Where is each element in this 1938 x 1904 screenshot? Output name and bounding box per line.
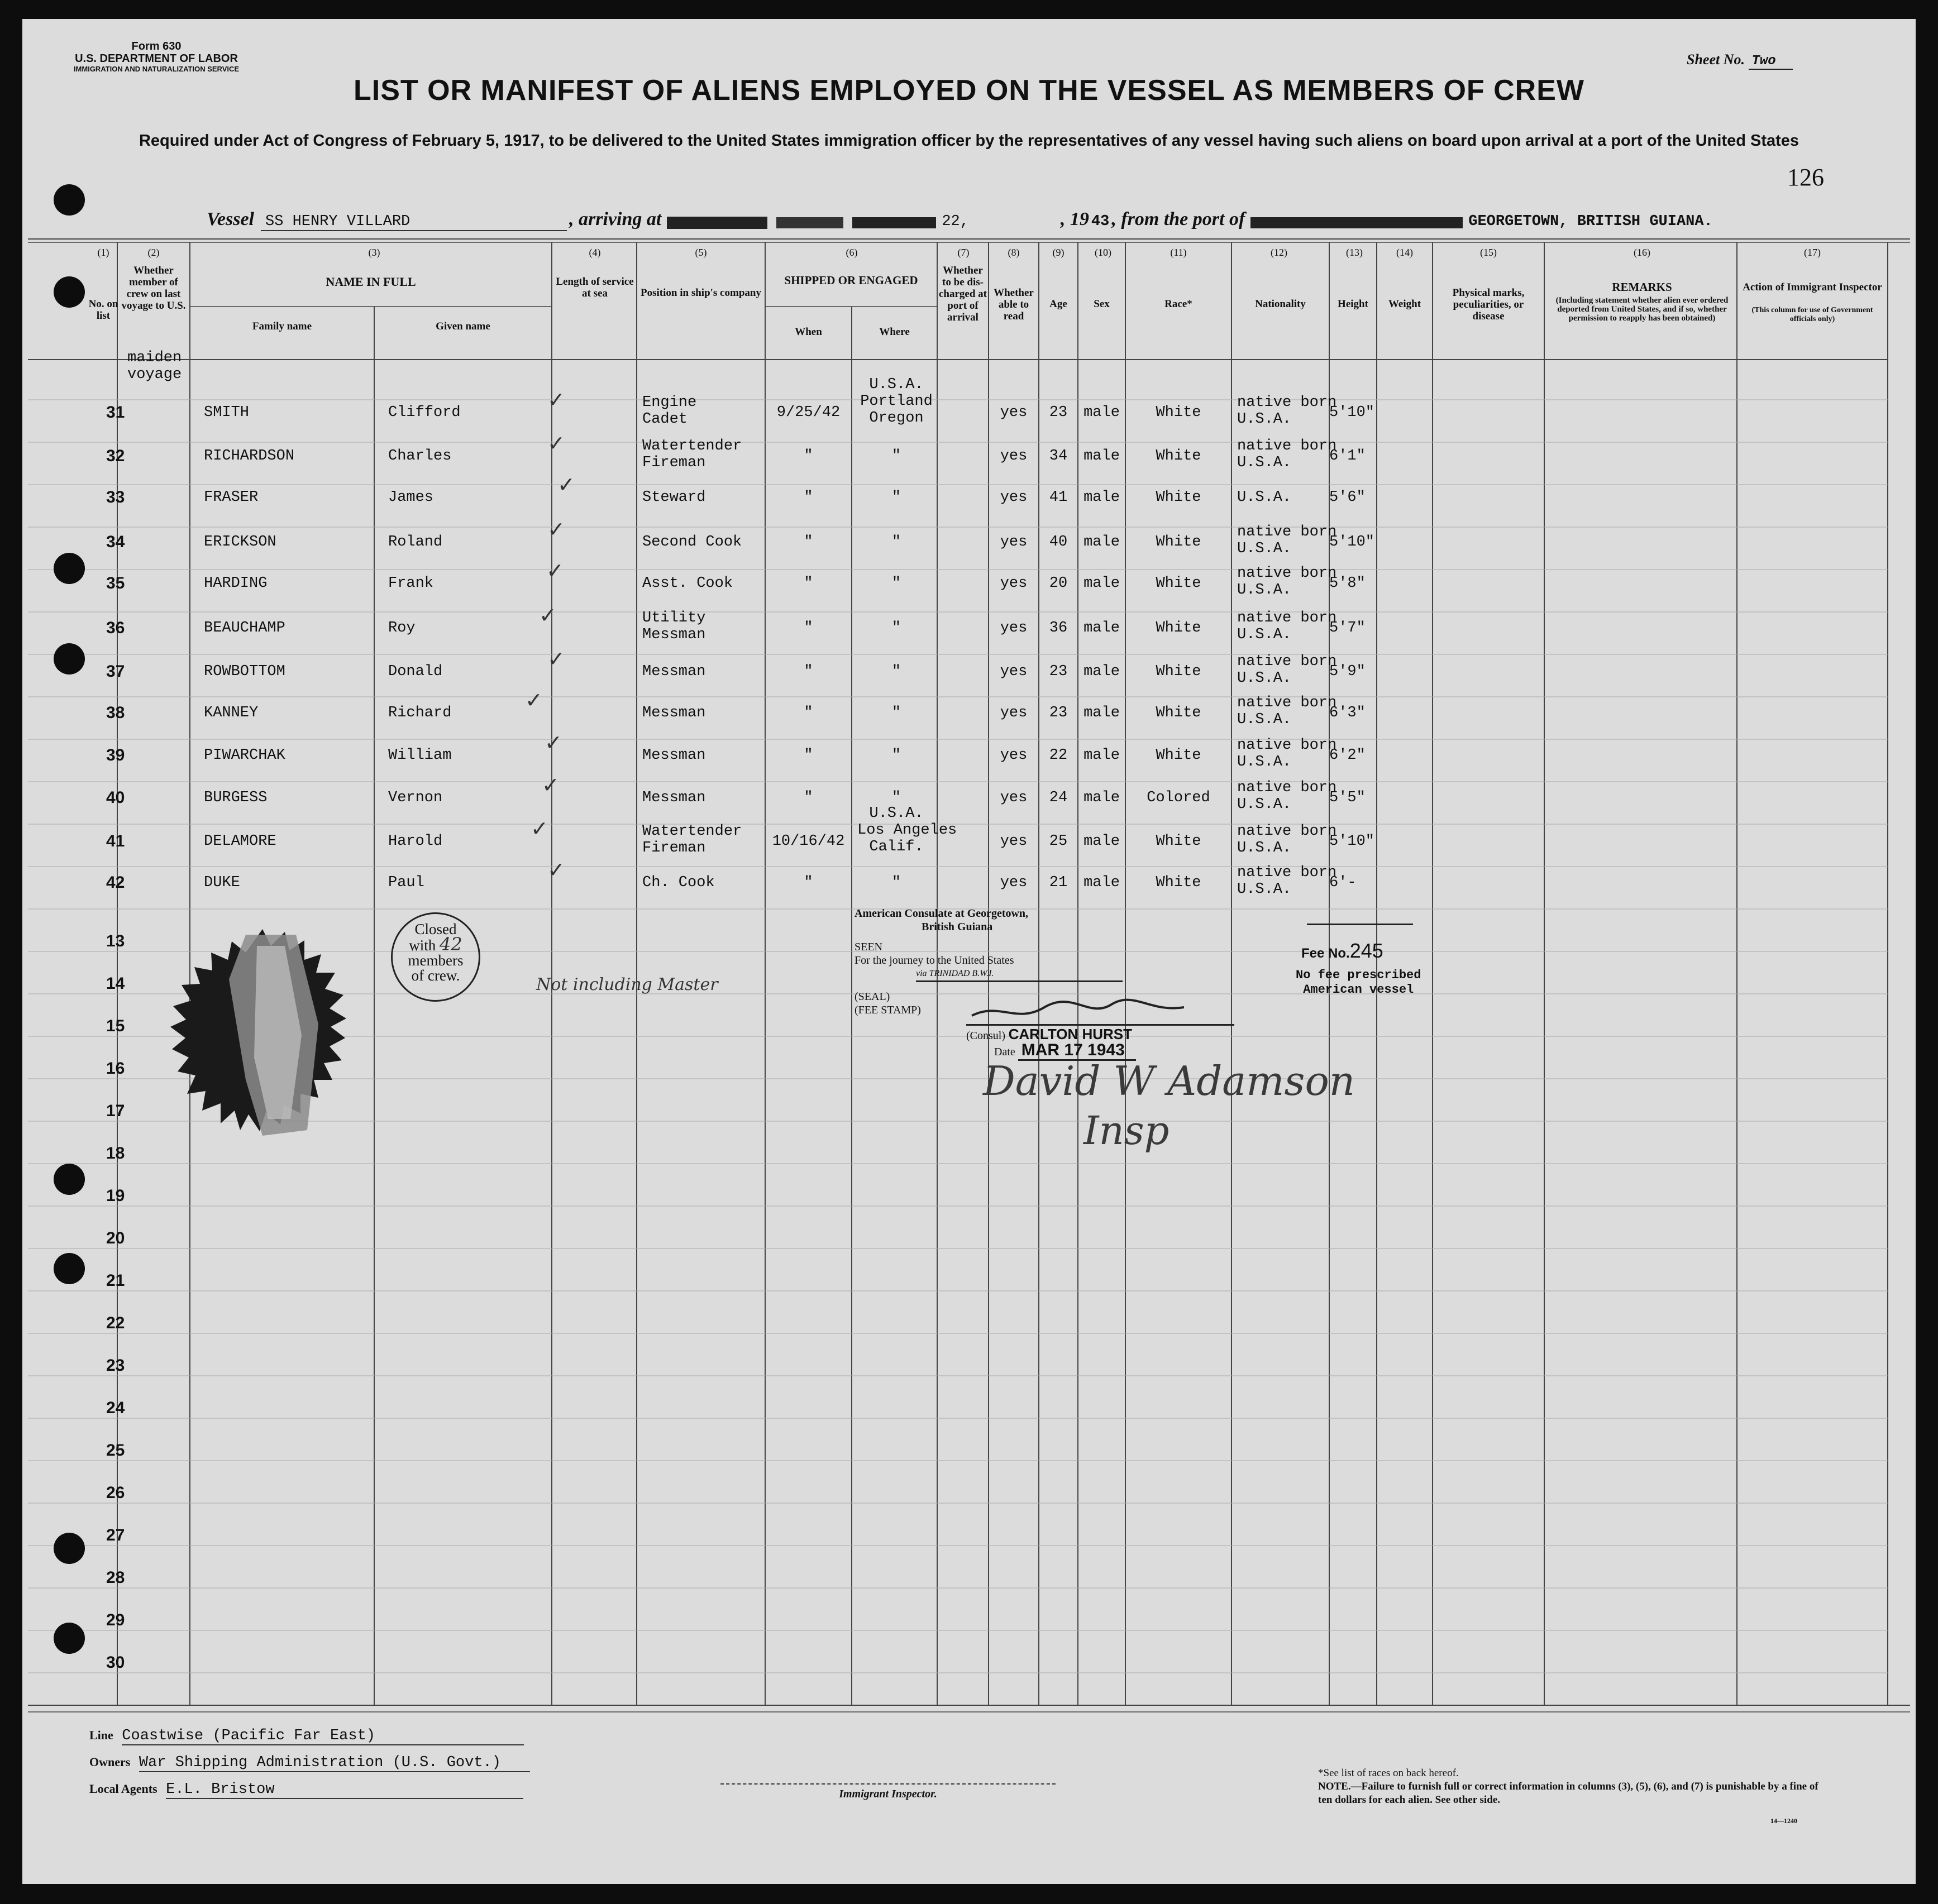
col-number: (3)	[368, 247, 380, 258]
height: 6'-	[1329, 874, 1357, 891]
col-number: (12)	[1271, 247, 1287, 258]
checkmark-icon: ✓	[542, 773, 560, 797]
col-header-family: Family name	[252, 320, 312, 332]
punch-hole	[54, 1623, 85, 1654]
shipped-where: "	[891, 790, 901, 806]
nationality: native born U.S.A.	[1237, 737, 1337, 771]
age: 25	[1049, 833, 1068, 850]
punch-hole	[54, 1164, 85, 1195]
page-number: 126	[1787, 164, 1824, 191]
closed-stamp-line4: of crew.	[411, 967, 460, 984]
row-number: 26	[106, 1484, 125, 1502]
family-name: KANNEY	[204, 705, 259, 721]
year-label: , 19	[1060, 209, 1089, 229]
family-name: DUKE	[204, 874, 240, 891]
age: 40	[1049, 534, 1068, 551]
nationality: native born U.S.A.	[1237, 438, 1337, 471]
given-name: Clifford	[388, 404, 461, 421]
shipped-when: 10/16/42	[772, 833, 845, 850]
row-number: 33	[106, 488, 125, 506]
row-number: 21	[106, 1271, 125, 1290]
consulate-via: via TRINIDAD B.W.I.	[916, 967, 1123, 982]
row-number: 38	[106, 704, 125, 722]
col-number: (8)	[1008, 247, 1020, 258]
races-note: *See list of races on back hereof.	[1318, 1767, 1459, 1779]
line-label: Line	[89, 1728, 113, 1742]
from-port-value: GEORGETOWN, BRITISH GUIANA.	[1468, 213, 1713, 230]
consul-label: (Consul)	[966, 1030, 1005, 1042]
col-number: (1)	[97, 247, 109, 258]
row-number: 40	[106, 788, 125, 807]
shipped-where: "	[891, 747, 901, 764]
shipped-when: "	[804, 489, 813, 506]
row-number: 18	[106, 1144, 125, 1163]
row-number: 42	[106, 873, 125, 892]
punch-hole	[54, 276, 85, 308]
line-value: Coastwise (Pacific Far East)	[122, 1728, 524, 1745]
position: Messman	[642, 705, 706, 721]
able-to-read: yes	[1000, 747, 1028, 764]
sex: male	[1083, 575, 1120, 592]
col-number: (15)	[1480, 247, 1497, 258]
family-name: SMITH	[204, 404, 250, 421]
sex: male	[1083, 448, 1120, 465]
punch-hole	[54, 1533, 85, 1564]
shipped-where: "	[891, 489, 901, 506]
sex: male	[1083, 620, 1120, 637]
consulate-place: British Guiana	[922, 921, 993, 933]
position: Utility Messman	[642, 610, 706, 643]
race: White	[1156, 448, 1201, 465]
able-to-read: yes	[1000, 534, 1028, 551]
sex: male	[1083, 790, 1120, 806]
from-port-label: , from the port of	[1111, 209, 1245, 229]
manifest-sheet	[22, 19, 1916, 1884]
col-header-weight: Weight	[1388, 298, 1421, 310]
row-number: 16	[106, 1059, 125, 1078]
height: 5'5"	[1329, 790, 1366, 806]
shipped-when: "	[804, 790, 813, 806]
fee-rule	[1307, 924, 1413, 925]
row-number: 19	[106, 1187, 125, 1205]
family-name: BURGESS	[204, 790, 268, 806]
consulate-seal: (SEAL)	[855, 991, 890, 1003]
sheet-label: Sheet No.	[1687, 51, 1745, 68]
row-number: 34	[106, 533, 125, 551]
sex: male	[1083, 663, 1120, 680]
row-number: 20	[106, 1229, 125, 1247]
checkmark-icon: ✓	[545, 730, 562, 755]
row-number: 27	[106, 1526, 125, 1544]
race: White	[1156, 705, 1201, 721]
able-to-read: yes	[1000, 575, 1028, 592]
consul-line	[966, 1024, 1234, 1043]
given-name: Richard	[388, 705, 452, 721]
row-number: 24	[106, 1399, 125, 1417]
arriving-label: , arriving at	[569, 209, 662, 229]
consulate-fee-stamp: (FEE STAMP)	[855, 1004, 921, 1016]
able-to-read: yes	[1000, 448, 1028, 465]
height: 5'9"	[1329, 663, 1366, 680]
shipped-where: U.S.A. Portland Oregon	[860, 376, 933, 427]
family-name: ROWBOTTOM	[204, 663, 285, 680]
col-header-remarks-note: (Including statement whether alien ever ordered deported from United States, and if so, whether permission to reapply has been obtained)	[1555, 296, 1729, 323]
height: 5'7"	[1329, 620, 1366, 637]
fee-note-line2: American vessel	[1303, 983, 1414, 997]
closed-stamp-line3: members	[408, 952, 464, 969]
col-header-no: No. on list	[88, 298, 118, 322]
sex: male	[1083, 874, 1120, 891]
col-number: (10)	[1095, 247, 1111, 258]
col-header-where: Where	[879, 326, 910, 338]
able-to-read: yes	[1000, 404, 1028, 421]
col-header-action: Action of Immigrant Inspector	[1743, 281, 1882, 293]
checkmark-icon: ✓	[547, 858, 565, 882]
closed-stamp-line1: Closed	[414, 921, 457, 937]
shipped-when: "	[804, 448, 813, 465]
agents-label: Local Agents	[89, 1782, 157, 1796]
race: White	[1156, 620, 1201, 637]
checkmark-icon: ✓	[557, 472, 575, 497]
position: Second Cook	[642, 534, 742, 551]
footer-notes	[1318, 1767, 1821, 1807]
col-header-height: Height	[1338, 298, 1368, 310]
owners-field	[89, 1754, 592, 1781]
penalty-note: NOTE.—Failure to furnish full or correct information in columns (3), (5), (6), and (7) is punishable by a fine of ten dollars for each alien. See other side.	[1318, 1781, 1818, 1806]
sheet-value: Two	[1749, 54, 1793, 70]
age: 23	[1049, 404, 1068, 421]
checkmark-icon: ✓	[531, 816, 548, 841]
sex: male	[1083, 833, 1120, 850]
col-header-race: Race*	[1164, 298, 1192, 310]
inspector-signature: David W Adamson	[983, 1058, 1355, 1104]
given-name: Paul	[388, 874, 424, 891]
col-number: (14)	[1396, 247, 1413, 258]
shipped-where: "	[891, 575, 901, 592]
height: 5'10"	[1329, 404, 1375, 421]
position: Messman	[642, 747, 706, 764]
position: Watertender Fireman	[642, 823, 742, 857]
col-number: (5)	[695, 247, 707, 258]
department: U.S. DEPARTMENT OF LABOR	[75, 52, 238, 65]
year-value: 43	[1091, 213, 1110, 230]
given-name: Roland	[388, 534, 443, 551]
col-header-position: Position in ship's company	[641, 287, 761, 299]
shipped-when: "	[804, 705, 813, 721]
able-to-read: yes	[1000, 620, 1028, 637]
shipped-where: U.S.A. Los Angeles Calif.	[857, 805, 957, 855]
height: 6'3"	[1329, 705, 1366, 721]
fee-label: Fee No.	[1301, 946, 1350, 961]
family-name: BEAUCHAMP	[204, 620, 285, 637]
height: 5'10"	[1329, 534, 1375, 551]
sex: male	[1083, 404, 1120, 421]
col-header-remarks: REMARKS	[1612, 280, 1672, 294]
not-including-note: Not including Master	[536, 975, 718, 994]
family-name: DELAMORE	[204, 833, 276, 850]
service: IMMIGRATION AND NATURALIZATION SERVICE	[73, 65, 240, 73]
position: Asst. Cook	[642, 575, 733, 592]
col-header-shipped: SHIPPED OR ENGAGED	[784, 274, 918, 287]
row-number: 13	[106, 932, 125, 950]
height: 6'1"	[1329, 448, 1366, 465]
shipped-where: "	[891, 534, 901, 551]
col-header-sex: Sex	[1094, 298, 1110, 310]
race: White	[1156, 534, 1201, 551]
col-number: (13)	[1346, 247, 1363, 258]
age: 24	[1049, 790, 1068, 806]
vessel-label: Vessel	[207, 209, 254, 229]
shipped-where: "	[891, 620, 901, 637]
punch-hole	[54, 553, 85, 584]
able-to-read: yes	[1000, 874, 1028, 891]
closed-stamp-line2: with	[409, 937, 436, 954]
shipped-where: "	[891, 448, 901, 465]
closed-stamp-count: 42	[440, 934, 462, 955]
sex: male	[1083, 534, 1120, 551]
vessel-value: SS HENRY VILLARD	[261, 213, 567, 231]
nationality: native born U.S.A.	[1237, 695, 1337, 728]
row-number: 30	[106, 1653, 125, 1672]
line-field	[89, 1728, 592, 1754]
col-header-length: Length of service at sea	[556, 276, 634, 299]
age: 34	[1049, 448, 1068, 465]
col-header-given: Given name	[436, 320, 490, 332]
shipped-when: "	[804, 534, 813, 551]
checkmark-icon: ✓	[547, 431, 565, 456]
col-header-nationality: Nationality	[1255, 298, 1306, 310]
nationality: native born U.S.A.	[1237, 565, 1337, 599]
col-header-when: When	[795, 326, 822, 338]
row-number: 22	[106, 1314, 125, 1332]
row-number: 28	[106, 1568, 125, 1587]
row-number: 41	[106, 832, 125, 850]
row-number: 23	[106, 1356, 125, 1375]
checkmark-icon: ✓	[547, 517, 565, 542]
row-number: 39	[106, 746, 125, 764]
family-name: ERICKSON	[204, 534, 276, 551]
punch-hole	[54, 1253, 85, 1284]
race: White	[1156, 404, 1201, 421]
date-value: MAR 17 1943	[1018, 1041, 1136, 1061]
age: 36	[1049, 620, 1068, 637]
col-header-age: Age	[1049, 298, 1067, 310]
given-name: Donald	[388, 663, 443, 680]
shipped-when: "	[804, 620, 813, 637]
row-number: 37	[106, 662, 125, 681]
able-to-read: yes	[1000, 489, 1028, 506]
agents-field	[89, 1781, 592, 1808]
col-number: (2)	[147, 247, 160, 258]
checkmark-icon: ✓	[547, 388, 565, 412]
checkmark-icon: ✓	[546, 558, 564, 583]
date-label: Date	[994, 1046, 1015, 1058]
col-header-last-voyage: Whether member of crew on last voyage to U.S.	[121, 265, 186, 312]
inspector-title: Insp	[1083, 1108, 1170, 1154]
col-number: (16)	[1634, 247, 1650, 258]
checkmark-icon: ✓	[525, 688, 543, 712]
row-number: 25	[106, 1441, 125, 1460]
fee-note	[1296, 968, 1421, 997]
nationality: native born U.S.A.	[1237, 610, 1337, 643]
row-number: 32	[106, 447, 125, 465]
checkmark-icon: ✓	[547, 647, 565, 671]
form-code: 14—1240	[1770, 1817, 1797, 1825]
race: White	[1156, 489, 1201, 506]
family-name: PIWARCHAK	[204, 747, 285, 764]
height: 5'6"	[1329, 489, 1366, 506]
closed-stamp	[391, 912, 480, 1002]
consul-date	[994, 1041, 1136, 1060]
able-to-read: yes	[1000, 663, 1028, 680]
checkmark-icon: ✓	[539, 603, 557, 628]
col-header-discharged: Whether to be dis-charged at port of arrival	[938, 265, 987, 323]
position: Ch. Cook	[642, 874, 715, 891]
consulate-name: American Consulate at Georgetown,	[855, 907, 1029, 920]
able-to-read: yes	[1000, 790, 1028, 806]
punch-hole	[54, 184, 85, 216]
position: Messman	[642, 790, 706, 806]
col-number: (7)	[957, 247, 970, 258]
owners-value: War Shipping Administration (U.S. Govt.)	[139, 1754, 530, 1772]
family-name: FRASER	[204, 489, 259, 506]
consulate-journey: For the journey to the United States	[855, 954, 1014, 967]
given-name: William	[388, 747, 452, 764]
owners-label: Owners	[89, 1755, 131, 1769]
given-name: Vernon	[388, 790, 443, 806]
nationality: native born U.S.A.	[1237, 653, 1337, 687]
row-number: 29	[106, 1611, 125, 1629]
given-name: Charles	[388, 448, 452, 465]
given-name: James	[388, 489, 434, 506]
race: Colored	[1147, 790, 1210, 806]
shipped-when: "	[804, 575, 813, 592]
fee-value: 245	[1349, 939, 1383, 962]
row-number: 14	[106, 974, 125, 993]
height: 5'8"	[1329, 575, 1366, 592]
footer-fields	[89, 1728, 592, 1808]
able-to-read: yes	[1000, 705, 1028, 721]
position: Engine Cadet	[642, 394, 697, 428]
position: Messman	[642, 663, 706, 680]
col-number: (4)	[589, 247, 601, 258]
row-number: 31	[106, 403, 125, 422]
height: 6'2"	[1329, 747, 1366, 764]
col-number: (17)	[1804, 247, 1821, 258]
family-name: HARDING	[204, 575, 268, 592]
age: 41	[1049, 489, 1068, 506]
fee-number	[1301, 939, 1383, 963]
nationality: native born U.S.A.	[1237, 779, 1337, 813]
position: Watertender Fireman	[642, 438, 742, 471]
age: 23	[1049, 705, 1068, 721]
able-to-read: yes	[1000, 833, 1028, 850]
race: White	[1156, 747, 1201, 764]
notary-seal	[134, 912, 391, 1169]
col-header-name: NAME IN FULL	[326, 275, 416, 289]
consulate-seen: SEEN	[855, 941, 882, 953]
race: White	[1156, 874, 1201, 891]
shipped-when: "	[804, 747, 813, 764]
row-number: 17	[106, 1102, 125, 1120]
consul-name: CARLTON HURST	[1008, 1026, 1133, 1042]
nationality: native born U.S.A.	[1237, 394, 1337, 428]
row-number: 35	[106, 574, 125, 592]
given-name: Roy	[388, 620, 416, 637]
height: 5'10"	[1329, 833, 1375, 850]
col-number: (6)	[846, 247, 858, 258]
col-number: (9)	[1052, 247, 1065, 258]
race: White	[1156, 663, 1201, 680]
nationality: native born U.S.A.	[1237, 524, 1337, 557]
form-number: Form 630	[131, 40, 182, 52]
family-name: RICHARDSON	[204, 448, 295, 465]
shipped-where: "	[891, 874, 901, 891]
shipped-when: 9/25/42	[776, 404, 841, 421]
nationality: native born U.S.A.	[1237, 823, 1337, 857]
position: Steward	[642, 489, 706, 506]
row-number: 15	[106, 1017, 125, 1035]
immigrant-inspector-line: Immigrant Inspector.	[720, 1783, 1056, 1801]
nationality: U.S.A.	[1237, 489, 1292, 506]
given-name: Frank	[388, 575, 434, 592]
age: 20	[1049, 575, 1068, 592]
age: 23	[1049, 663, 1068, 680]
race: White	[1156, 833, 1201, 850]
col-number: (11)	[1170, 247, 1187, 258]
arrival-date: 22,	[942, 213, 969, 230]
sex: male	[1083, 705, 1120, 721]
maiden-voyage-note: maiden voyage	[127, 350, 191, 383]
col-header-read: Whether able to read	[994, 287, 1034, 322]
sex: male	[1083, 747, 1120, 764]
shipped-when: "	[804, 874, 813, 891]
agents-value: E.L. Bristow	[166, 1781, 523, 1799]
given-name: Harold	[388, 833, 443, 850]
fee-note-line1: No fee prescribed	[1296, 968, 1421, 982]
race: White	[1156, 575, 1201, 592]
nationality: native born U.S.A.	[1237, 864, 1337, 898]
page-title: LIST OR MANIFEST OF ALIENS EMPLOYED ON THE VESSEL AS MEMBERS OF CREW	[354, 74, 1584, 107]
shipped-where: "	[891, 705, 901, 721]
row-number: 36	[106, 619, 125, 637]
sex: male	[1083, 489, 1120, 506]
age: 22	[1049, 747, 1068, 764]
col-header-action-note: (This column for use of Government officials only)	[1751, 306, 1873, 323]
page-subtitle: Required under Act of Congress of February 5, 1917, to be delivered to the United States immigration officer by the representatives of any vessel having such aliens on board upon arrival at a port of the United States	[139, 132, 1799, 150]
age: 21	[1049, 874, 1068, 891]
shipped-when: "	[804, 663, 813, 680]
punch-hole	[54, 643, 85, 674]
col-header-physical: Physical marks, peculiarities, or disease	[1452, 287, 1525, 322]
shipped-where: "	[891, 663, 901, 680]
